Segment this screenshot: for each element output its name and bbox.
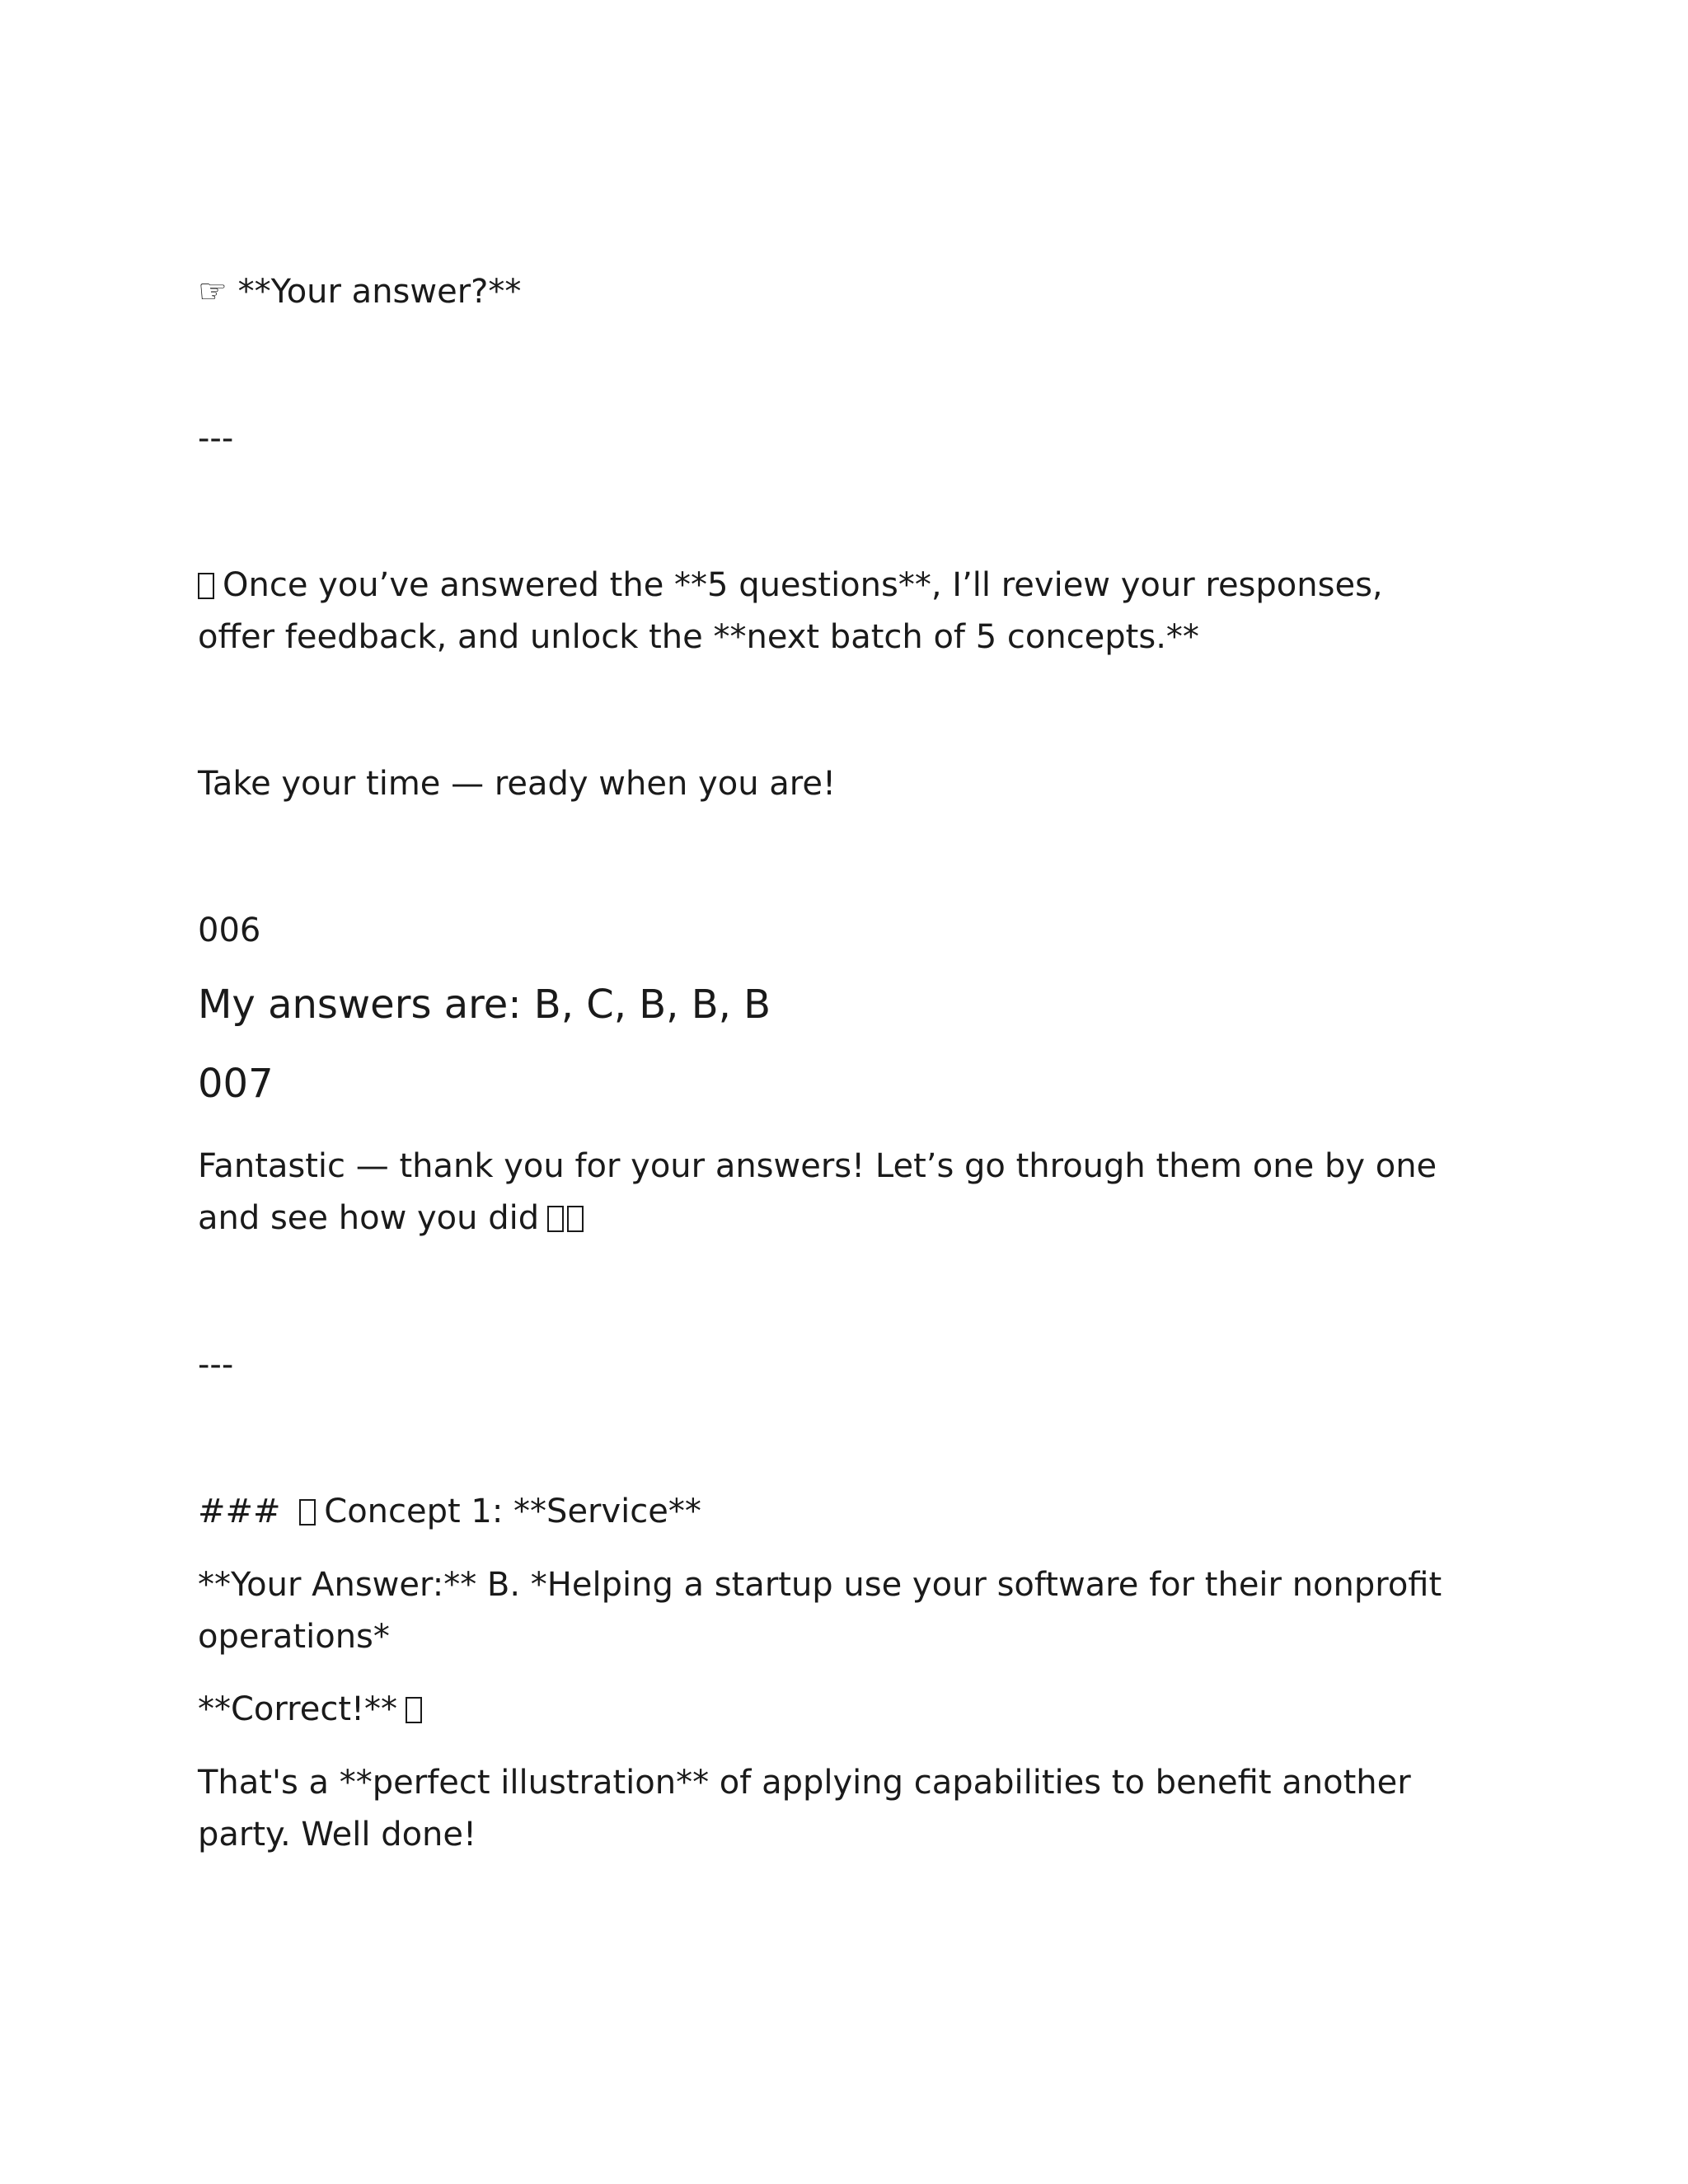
heading-prefix: ### — [198, 1493, 281, 1530]
concept-heading-text: Concept 1: **Service** — [324, 1493, 701, 1530]
your-answer-text: **Your answer?** — [237, 273, 522, 311]
missing-glyph-icon — [299, 1499, 316, 1526]
label-007: 007 — [198, 1061, 274, 1107]
label-006: 006 — [198, 912, 261, 949]
separator: --- — [198, 419, 234, 457]
review-paragraph — [198, 560, 1467, 663]
answers-line: My answers are: B, C, B, B, B — [198, 982, 771, 1028]
correct-line — [198, 1684, 1467, 1736]
pointing-hand-icon: ☞ — [198, 273, 227, 311]
your-answer-prompt — [198, 266, 1467, 318]
fantastic-text: Fantastic — thank you for your answers! Let’s go through them one by one and see how you did — [198, 1147, 1437, 1237]
take-your-time-text: Take your time — ready when you are! — [198, 765, 836, 803]
missing-glyph-icon — [406, 1697, 422, 1723]
missing-glyph-icon — [198, 573, 214, 599]
concept-heading — [198, 1486, 1467, 1538]
correct-text: **Correct!** — [198, 1690, 398, 1728]
feedback-paragraph: That's a **perfect illustration** of applying capabilities to benefit another party. Well done! — [198, 1764, 1411, 1854]
fantastic-paragraph — [198, 1141, 1467, 1244]
your-answer-line: **Your Answer:** B. *Helping a startup use your software for their nonprofit operations* — [198, 1566, 1442, 1656]
review-text: Once you’ve answered the **5 questions**, I’ll review your responses, offer feedback, and unlock the **next batch of 5 concepts.** — [198, 566, 1383, 656]
missing-glyph-icon — [547, 1206, 564, 1232]
missing-glyph-icon — [567, 1206, 584, 1232]
separator: --- — [198, 1346, 234, 1384]
